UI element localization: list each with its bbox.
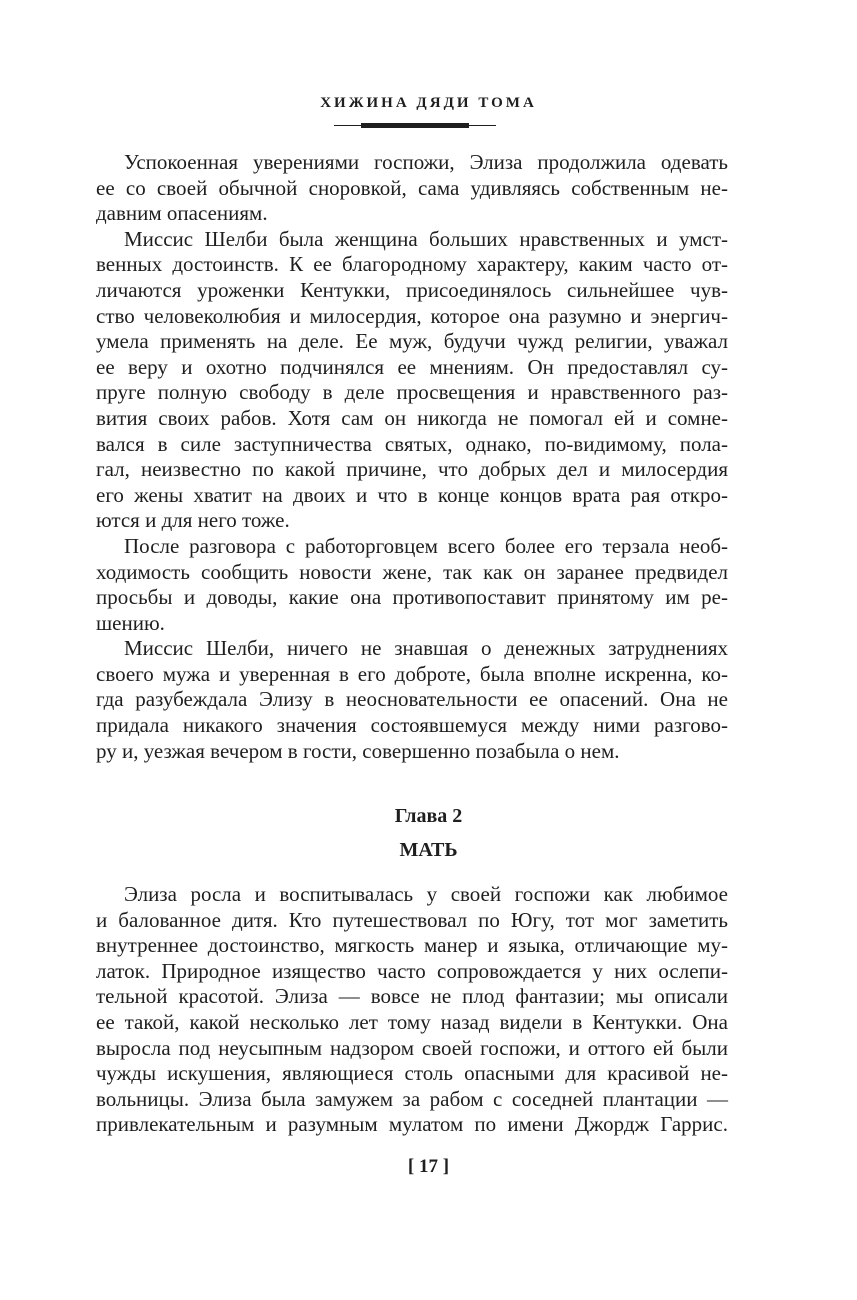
text-line: его жены хватит на двоих и что в конце концов врата рая откро- (96, 482, 728, 507)
page-number: [ 17 ] (407, 1156, 450, 1177)
text-line: После разговора с работорговцем всего более его терзала необ- (124, 533, 728, 558)
text-line: давним опасениям. (96, 201, 268, 226)
text-line: ру и, уезжая вечером в гости, совершенно позабыла о нем. (96, 738, 620, 763)
text-line: гал, неизвестно по какой причине, что добрых дел и милосердия (96, 457, 728, 482)
text-line: шению. (96, 610, 165, 635)
text-line: Элиза росла и воспитывалась у своей госпожи как любимое (124, 882, 728, 906)
chapter-number: Глава 2 (394, 805, 463, 827)
text-line: вития своих рабов. Хотя сам он никогда не помогал ей и сомне- (96, 405, 728, 430)
text-line: латок. Природное изящество часто сопровождается у них ослепи- (96, 958, 728, 983)
text-line: чужды искушения, являющиеся столь опасными для красивой не- (96, 1061, 728, 1086)
text-line: привлекательным и разумным мулатом по имени Джордж Гаррис. (96, 1112, 728, 1137)
text-line: придала никакого значения состоявшемуся между ними разгово- (96, 713, 728, 738)
text-line: Миссис Шелби была женщина больших нравственных и умст- (124, 226, 728, 251)
text-line: гда разубеждала Элизу в неосновательности ее опасений. Она не (96, 687, 728, 712)
text-line: вался в силе заступничества святых, однако, по-видимому, пола- (96, 431, 728, 456)
text-line: ее со своей обычной сноровкой, сама удивляясь собственным не- (96, 175, 728, 200)
text-line: вольницы. Элиза была замужем за рабом с соседней плантации — (96, 1086, 728, 1111)
text-block-1 (96, 150, 728, 764)
text-line: тельной красотой. Элиза — вовсе не плод фантазии; мы описали (96, 984, 728, 1009)
text-line: и балованное дитя. Кто путешествовал по Югу, тот мог заметить (96, 907, 728, 932)
text-block-2 (96, 882, 728, 1138)
text-line: просьбы и доводы, какие она противопоставит принятому им ре- (96, 585, 728, 610)
text-line: ходимость сообщить новости жене, так как он заранее предвидел (96, 559, 728, 584)
text-line: личаются уроженки Кентукки, присоединялось сильнейшее чув- (96, 277, 728, 302)
header-rule-thick (361, 123, 469, 128)
text-line: венных достоинств. К ее благородному характеру, каким часто от- (96, 252, 728, 277)
text-line: ются и для него тоже. (96, 508, 290, 533)
running-head: ХИЖИНА ДЯДИ ТОМА (320, 95, 537, 111)
text-line: своего мужа и уверенная в его доброте, была вполне искренна, ко- (96, 661, 728, 686)
text-line: ство человеколюбия и милосердия, которое она разумно и энергич- (96, 303, 728, 328)
text-line: внутреннее достоинство, мягкость манер и языка, отличающие му- (96, 933, 728, 958)
text-line: Миссис Шелби, ничего не знавшая о денежных затруднениях (124, 636, 728, 661)
text-line: ее веру и охотно подчинялся ее мнениям. Он предоставлял су- (96, 354, 728, 379)
text-line: ее такой, какой несколько лет тому назад видели в Кентукки. Она (96, 1009, 728, 1034)
text-line: умела применять на деле. Ее муж, будучи чужд религии, уважал (96, 329, 728, 354)
text-line: выросла под неусыпным надзором своей госпожи, и оттого ей были (96, 1035, 728, 1060)
chapter-title: МАТЬ (399, 839, 458, 861)
text-line: пруге полную свободу в деле просвещения и нравственного раз- (96, 380, 728, 405)
text-line: Успокоенная уверениями госпожи, Элиза продолжила одевать (124, 150, 728, 174)
